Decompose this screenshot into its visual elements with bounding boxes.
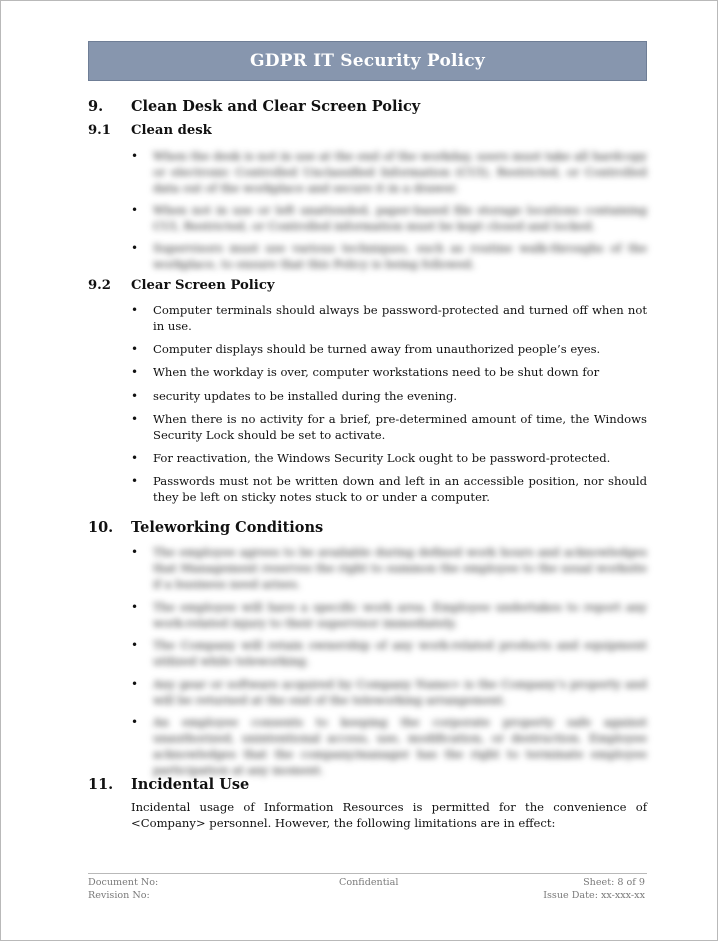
list-item — [131, 148, 647, 196]
bullet-icon: • — [131, 451, 139, 465]
footer-sheet: Sheet: 8 of 9 — [583, 877, 645, 888]
footer-issue-date: Issue Date: xx-xxx-xx — [543, 890, 645, 901]
list-item — [131, 544, 647, 592]
bullet-text: Computer terminals should always be password-protected and turned off when not in use. — [153, 303, 647, 333]
section-title: Clean desk — [131, 123, 212, 138]
bullet-icon: • — [131, 412, 139, 426]
footer-divider — [88, 873, 647, 874]
list-item — [131, 202, 647, 234]
bullet-text: The Company will retain ownership of any work-related products and equipment utilized while teleworking. — [153, 638, 647, 668]
list-item — [131, 450, 647, 466]
bullet-text: Computer displays should be turned away from unauthorized people’s eyes. — [153, 342, 601, 356]
bullet-icon: • — [131, 342, 139, 356]
bullet-icon: • — [131, 638, 139, 652]
bullet-text: Any gear or software acquired by Company Name> is the Company’s property and will be returned at the end of the teleworking arrangement. — [153, 677, 647, 707]
list-item — [131, 240, 647, 272]
bullet-text: For reactivation, the Windows Security Lock ought to be password-protected. — [153, 451, 611, 465]
bullet-icon: • — [131, 715, 139, 729]
bullet-text: When the workday is over, computer workstations need to be shut down for — [153, 365, 600, 379]
bullet-icon: • — [131, 241, 139, 255]
bullet-text: When there is no activity for a brief, pre-determined amount of time, the Windows Security Lock should be set to activate. — [153, 412, 647, 442]
section-title: Clear Screen Policy — [131, 278, 275, 293]
footer-revision-no: Revision No: — [88, 890, 150, 901]
footer-document-no: Document No: — [88, 877, 159, 888]
list-item — [131, 411, 647, 443]
bullet-icon: • — [131, 149, 139, 163]
list-item — [131, 599, 647, 631]
section-number: 9.2 — [88, 278, 111, 293]
bullet-icon: • — [131, 677, 139, 691]
bullet-text: When the desk is not in use at the end of the workday, users must take all hardcopy or electronic Controlled Unclassified Information (CUI), Restricted, or Controlled data out of the workplace and secure it in a drawer. — [153, 149, 647, 195]
bullet-icon: • — [131, 203, 139, 217]
list-item — [131, 364, 647, 380]
section-number: 10. — [88, 519, 114, 536]
list-item — [131, 388, 647, 404]
bullet-text: Supervisors must use various techniques, such as routine walk-throughs of the workplace, to ensure that this Policy is being followed. — [153, 241, 647, 271]
bullet-icon: • — [131, 474, 139, 488]
document-title: GDPR IT Security Policy — [88, 41, 647, 81]
section-number: 11. — [88, 776, 114, 793]
bullet-text: When not in use or left unattended, paper-based file storage locations containing CUI, Restricted, or Controlled information must be kept closed and locked. — [153, 203, 647, 233]
list-item — [131, 302, 647, 334]
section-number: 9. — [88, 98, 104, 115]
footer-classification: Confidential — [339, 877, 399, 888]
list-item — [131, 637, 647, 669]
bullet-icon: • — [131, 600, 139, 614]
section-title: Teleworking Conditions — [131, 519, 324, 536]
list-item — [131, 676, 647, 708]
bullet-text: An employee consents to keeping the corporate property safe against unauthorized, unintentional access, use, modification, or destruction. Employee acknowledges that the company/manager has the right to terminate employee participation at any moment. — [153, 715, 647, 777]
section-title: Incidental Use — [131, 776, 250, 793]
bullet-text: security updates to be installed during the evening. — [153, 389, 458, 403]
bullet-text: Passwords must not be written down and left in an accessible position, nor should they be left on sticky notes stuck to or under a computer. — [153, 474, 647, 504]
section-number: 9.1 — [88, 123, 111, 138]
bullet-icon: • — [131, 389, 139, 403]
section-paragraph: Incidental usage of Information Resources is permitted for the convenience of <Company> personnel. However, the following limitations are in effect: — [131, 800, 647, 830]
bullet-icon: • — [131, 545, 139, 559]
bullet-text: The employee agrees to be available during defined work hours and acknowledges that Management reserves the right to summon the employee to the usual worksite if a business need arises. — [153, 545, 647, 591]
bullet-icon: • — [131, 303, 139, 317]
bullet-icon: • — [131, 365, 139, 379]
list-item — [131, 341, 647, 357]
section-title: Clean Desk and Clear Screen Policy — [131, 98, 421, 115]
list-item — [131, 714, 647, 778]
bullet-text: The employee will have a specific work area. Employee undertakes to report any work-related injury to their supervisor immediately. — [153, 600, 647, 630]
list-item — [131, 473, 647, 505]
